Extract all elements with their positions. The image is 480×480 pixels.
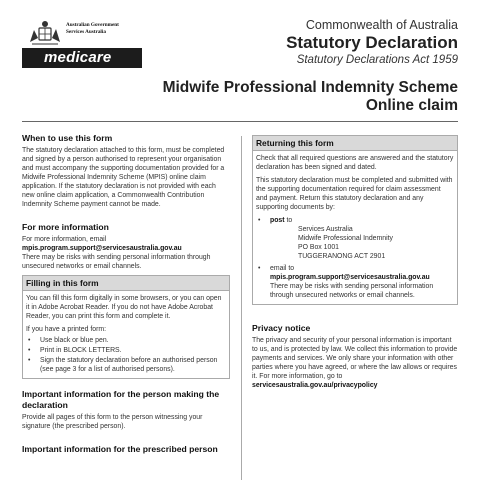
more-info-heading: For more information bbox=[22, 222, 109, 232]
post-to: to bbox=[286, 217, 293, 224]
document-title: Statutory Declaration bbox=[286, 33, 458, 52]
printed-intro: If you have a printed form: bbox=[26, 326, 107, 333]
list-item: • Use black or blue pen. bbox=[28, 337, 109, 344]
scheme-title-line-1: Midwife Professional Indemnity Scheme bbox=[162, 79, 458, 96]
important-heading: Important information for the person making the declaration bbox=[22, 389, 220, 410]
scheme-title-line-2: Online claim bbox=[365, 97, 458, 114]
more-info-text: For more information, email bbox=[22, 236, 107, 243]
filling-heading: Filling in this form bbox=[23, 276, 229, 291]
scheme-title bbox=[163, 79, 458, 115]
gov-line-1: Australian Government bbox=[66, 22, 119, 28]
printed-form-list bbox=[26, 336, 226, 374]
returning-box bbox=[252, 135, 458, 305]
header-divider bbox=[22, 121, 458, 122]
column-divider bbox=[241, 136, 242, 480]
more-info-risk: There may be risks with sending personal information through unsecured networks or email channels. bbox=[22, 254, 211, 270]
address-line: TUGGERANONG ACT 2901 bbox=[298, 253, 386, 260]
filling-box bbox=[22, 275, 230, 379]
returning-text-2: This statutory declaration must be completed and submitted with the supporting documentation required for claim assessment and payment. Return this statutory declaration and any supporting documents by: bbox=[256, 177, 453, 211]
important-text: Provide all pages of this form to the person witnessing your signature (the prescribed person). bbox=[22, 414, 203, 430]
returning-heading: Returning this form bbox=[253, 136, 457, 151]
commonwealth-label: Commonwealth of Australia bbox=[305, 18, 458, 32]
prescribed-heading: Important information for the prescribed person bbox=[22, 444, 218, 454]
email-risk: There may be risks with sending personal information through unsecured networks or email channels. bbox=[270, 283, 434, 299]
coat-of-arms-icon bbox=[26, 20, 64, 46]
right-column bbox=[252, 133, 458, 390]
returning-text-1: Check that all required questions are answered and the statutory declaration has been signed and dated. bbox=[256, 155, 454, 171]
list-item: • email to mpis.program.support@servicesaustralia.gov.au There may be risks with sending personal information through unsecured networks or email channels. bbox=[256, 264, 454, 300]
document-header bbox=[286, 18, 458, 67]
privacy-heading: Privacy notice bbox=[252, 323, 311, 333]
address-line: Midwife Professional Indemnity bbox=[298, 235, 393, 242]
address-line: Services Australia bbox=[298, 226, 353, 233]
when-heading: When to use this form bbox=[22, 133, 113, 143]
list-item: • post to Services Australia Midwife Professional Indemnity PO Box 1001 TUGGERANONG ACT 2901 bbox=[256, 216, 454, 261]
privacy-text: The privacy and security of your personal information is important to us, and is protected by law. We collect this information to provide payments and services. We only share your information with other parties where you have agreed, or where the law allows or requires it. For more information, go to bbox=[252, 337, 458, 380]
address-line: PO Box 1001 bbox=[298, 244, 339, 251]
gov-line-2: Services Australia bbox=[66, 29, 106, 35]
filling-text: You can fill this form digitally in some browsers, or you can open it in Adobe Acrobat Reader. If you do not have Adobe Acrobat Reader, you can print this form and complete it. bbox=[26, 295, 222, 320]
return-methods-list bbox=[256, 216, 454, 300]
return-email-link[interactable]: mpis.program.support@servicesaustralia.gov.au bbox=[270, 274, 430, 281]
email-prefix: email to bbox=[270, 265, 295, 272]
list-item: • Sign the statutory declaration before an authorised person (see page 3 for a list of authorised persons). bbox=[28, 357, 218, 373]
when-text: The statutory declaration attached to this form, must be completed and signed by a person authorised to represent your organisation and must accompany the supporting documentation provided for a Midwife Professional Indemnity Scheme (MPIS) online claim application. If the statutory declaration is not provided with each new online claim application, a Commonwealth Contribution Indemnity Scheme payment cannot be made. bbox=[22, 147, 225, 208]
support-email-link[interactable]: mpis.program.support@servicesaustralia.gov.au bbox=[22, 245, 182, 252]
government-wordmark bbox=[66, 22, 119, 36]
privacy-policy-link[interactable]: servicesaustralia.gov.au/privacypolicy bbox=[252, 382, 378, 389]
medicare-logo: medicare bbox=[22, 48, 142, 68]
post-label: post bbox=[270, 217, 285, 224]
left-column bbox=[22, 133, 230, 457]
list-item: • Print in BLOCK LETTERS. bbox=[28, 347, 122, 354]
act-name: Statutory Declarations Act 1959 bbox=[296, 54, 458, 66]
postal-address bbox=[270, 225, 454, 261]
